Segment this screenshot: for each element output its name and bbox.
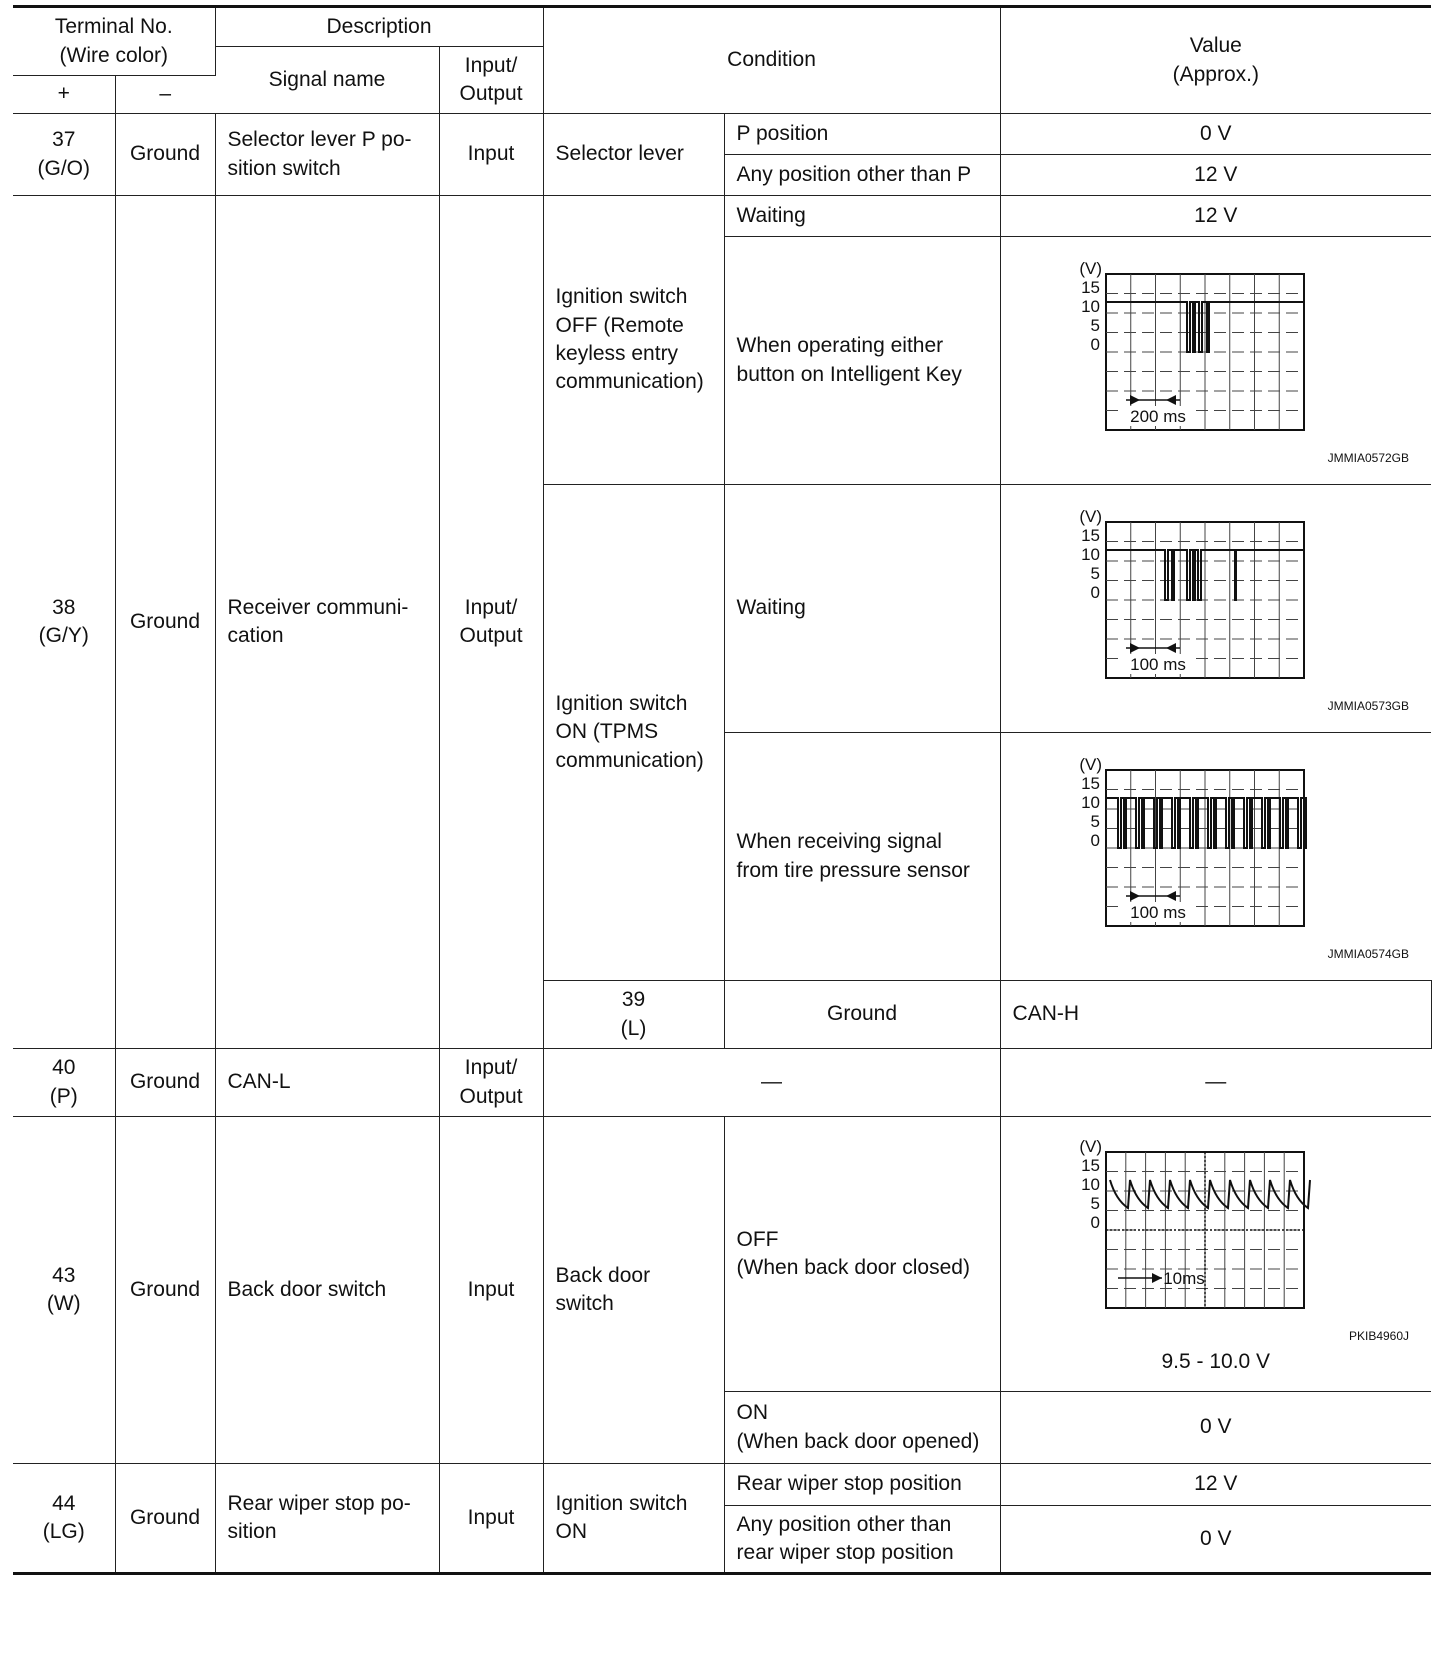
header-minus: – (115, 76, 215, 114)
header-description: Description (215, 7, 543, 47)
io-cell: Input (439, 1117, 543, 1464)
header-signal-name: Signal name (215, 47, 439, 114)
header-input-output: Input/ Output (439, 47, 543, 114)
figure-id: JMMIA0574GB (1327, 947, 1410, 962)
condition-cell: — (543, 1049, 1000, 1117)
ground-cell: Ground (115, 1049, 215, 1117)
value-cell: 12 V (1000, 155, 1431, 196)
sub-condition-cell: OFF (When back door closed) (724, 1117, 1000, 1392)
sub-condition-cell: Waiting (724, 196, 1000, 237)
waveform-graph (1066, 756, 1366, 948)
y-unit-label: (V) (1079, 508, 1102, 527)
y-tick-label: 15 (1080, 278, 1100, 298)
condition-cell: Ignition switch OFF (Remote keyless entry communication) (543, 196, 724, 485)
y-tick-label: 10 (1080, 545, 1100, 565)
signal-name-cell: Receiver communi- cation (215, 196, 439, 1049)
ground-cell: Ground (115, 1464, 215, 1574)
table-row (13, 1049, 1431, 1117)
table-row (13, 196, 1431, 237)
y-tick-label: 0 (1090, 583, 1100, 603)
value-cell: 12 V (1000, 196, 1431, 237)
value-cell (1000, 1117, 1431, 1392)
waveform-graph (1066, 508, 1366, 700)
y-tick-label: 10 (1080, 1174, 1100, 1194)
terminal-spec-table (13, 5, 1431, 1575)
time-label: 200 ms (1129, 407, 1186, 427)
io-cell: Input/ Output (439, 196, 543, 1049)
value-cell: 0 V (1000, 1506, 1431, 1574)
value-cell (1000, 237, 1431, 485)
terminal-43: 43 (W) (13, 1117, 115, 1464)
terminal-38: 38 (G/Y) (13, 196, 115, 1049)
waveform-graph (1066, 260, 1366, 452)
value-cell: — (1000, 1049, 1431, 1117)
condition-cell: Selector lever (543, 114, 724, 196)
table-row (13, 114, 1431, 155)
y-tick-label: 0 (1090, 1212, 1100, 1232)
y-tick-label: 10 (1080, 297, 1100, 317)
ground-cell: Ground (115, 1117, 215, 1464)
value-cell (1000, 485, 1431, 733)
figure-id: JMMIA0572GB (1327, 451, 1410, 466)
figure-id: JMMIA0573GB (1327, 699, 1410, 714)
y-tick-label: 15 (1080, 774, 1100, 794)
value-cell: 0 V (1000, 1392, 1431, 1464)
time-label: 100 ms (1129, 903, 1186, 923)
sub-condition-cell: P position (724, 114, 1000, 155)
time-marker-arrow (1166, 395, 1176, 405)
sub-condition-cell: Any position other than rear wiper stop position (724, 1506, 1000, 1574)
y-tick-label: 5 (1090, 564, 1100, 584)
time-marker-arrow (1166, 643, 1176, 653)
condition-cell: Back door switch (543, 1117, 724, 1464)
y-tick-label: 10 (1080, 793, 1100, 813)
signal-trace (1110, 1180, 1310, 1208)
sub-condition-cell: Rear wiper stop position (724, 1464, 1000, 1506)
header-value: Value (Approx.) (1000, 7, 1431, 114)
sub-condition-cell: ON (When back door opened) (724, 1392, 1000, 1464)
value-cell (1000, 733, 1431, 981)
terminal-37: 37 (G/O) (13, 114, 115, 196)
y-tick-label: 5 (1090, 316, 1100, 336)
time-marker-arrow (1152, 1273, 1162, 1283)
io-cell: Input (439, 1464, 543, 1574)
time-label: 10ms (1162, 1268, 1205, 1288)
ground-cell: Ground (724, 981, 1000, 1049)
time-marker-arrow (1130, 643, 1140, 653)
y-unit-label: (V) (1079, 260, 1102, 279)
signal-trace (1106, 798, 1306, 848)
sub-condition-cell: Any position other than P (724, 155, 1000, 196)
figure-id: PKIB4960J (1348, 1328, 1410, 1343)
condition-cell: Ignition switch ON (543, 1464, 724, 1574)
y-tick-label: 5 (1090, 1193, 1100, 1213)
signal-name-cell: CAN-H (1000, 981, 1431, 1049)
signal-name-cell: Back door switch (215, 1117, 439, 1464)
y-unit-label: (V) (1079, 756, 1102, 775)
header-terminal-no: Terminal No. (Wire color) (13, 7, 215, 76)
value-cell: 0 V (1000, 114, 1431, 155)
time-marker-arrow (1130, 891, 1140, 901)
table-row (13, 1464, 1431, 1506)
y-tick-label: 5 (1090, 812, 1100, 832)
header-condition: Condition (543, 7, 1000, 114)
table-row (13, 1117, 1431, 1392)
ground-cell: Ground (115, 196, 215, 1049)
sub-condition-cell: When operating either button on Intelligent Key (724, 237, 1000, 485)
time-marker-arrow (1130, 395, 1140, 405)
signal-name-cell: Selector lever P po- sition switch (215, 114, 439, 196)
header-plus: + (13, 76, 115, 114)
condition-cell: Ignition switch ON (TPMS communication) (543, 485, 724, 981)
signal-name-cell: Rear wiper stop po- sition (215, 1464, 439, 1574)
terminal-39: 39 (L) (543, 981, 724, 1049)
y-tick-label: 15 (1080, 526, 1100, 546)
ground-cell: Ground (115, 114, 215, 196)
time-label: 100 ms (1129, 655, 1186, 675)
value-cell: 12 V (1000, 1464, 1431, 1506)
sub-condition-cell: Waiting (724, 485, 1000, 733)
io-cell: Input (439, 114, 543, 196)
time-marker-arrow (1166, 891, 1176, 901)
io-cell: Input/ Output (439, 1049, 543, 1117)
y-tick-label: 15 (1080, 1155, 1100, 1175)
signal-name-cell: CAN-L (215, 1049, 439, 1117)
sub-condition-cell: When receiving signal from tire pressure sensor (724, 733, 1000, 981)
terminal-40: 40 (P) (13, 1049, 115, 1117)
terminal-44: 44 (LG) (13, 1464, 115, 1574)
value-text: 9.5 - 10.0 V (1161, 1349, 1271, 1373)
y-unit-label: (V) (1079, 1137, 1102, 1156)
waveform-graph (1066, 1138, 1366, 1330)
y-tick-label: 0 (1090, 335, 1100, 355)
y-tick-label: 0 (1090, 831, 1100, 851)
